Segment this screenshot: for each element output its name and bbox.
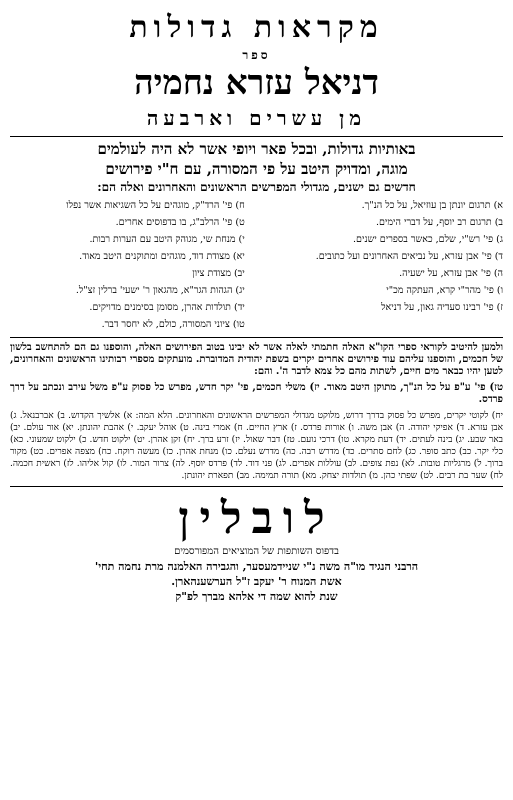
commentary-item: ה) פי' אבן עזרא, על ישעיה. <box>399 268 503 279</box>
publication-year: שנת להוא שמה די אלהא מברך לפ"ק <box>175 590 338 603</box>
commentary-item: א) תרגום יונתן בן עוזיאל, על כל הנ"ך. <box>361 200 503 211</box>
main-title: מקראות גדולות <box>129 10 384 45</box>
commentary-item: יד) תולדות אהרן, מסומן בסימנים מדויקים. <box>89 302 245 313</box>
commentary-item: יא) מצודת דוד, מוגהים ומתוקנים היטב מאוד. <box>79 251 245 262</box>
commentary-item: טו) ציוני המסורה, כולם, לא יחסר דבר. <box>101 319 245 330</box>
divider <box>10 337 503 338</box>
title-page <box>10 8 503 792</box>
additional-commentaries: טז) פי' ע"פ על כל הנ"ך, מתוקן היטב מאוד. יז) משלי חכמים, פי' יקר חדש, מפרש כל פסוק ע"פ משל עירב ונכתב על דרך פרדס. <box>10 382 503 405</box>
description-line-1: באותיות גדולות, ובכל פאר ויופי אשר לא היה לעולמים <box>10 136 503 159</box>
commentary-item: ח) פי' הרד"ק, מוגהים על כל השגיאות אשר נפלו <box>66 200 245 211</box>
subtitle: מן עשרים וארבעה <box>146 106 367 130</box>
imprint-line-1: בדפוס השותפות של המוציאים המפורסמים <box>174 546 339 557</box>
imprint-line-3: אשת המנוח ר' יעקב ז"ל הערשענהארן. <box>171 575 342 588</box>
imprint-line-2: הרבני הנגיד מו"ה משה נ"י שניידמעסער, והגבירה האלמנה מרת נחמה תחי' <box>94 560 419 573</box>
commentary-item: ג) פי' רש"י, שלם, כאשר בספרים ישנים. <box>353 234 503 245</box>
intro-paragraph: ולמען להיטיב לקוראי ספרי הקו"א האלה חתמתי לאלה אשר לא יבינו בטוב הפירושים האלה, והוספנו גם הם להתחשב בלשון של חכמים, והוספנו עליהם עוד פירושים אחרים יקרים בשפת יהודית המדוברת. מועתקים מספרי רבותינו הראשונים והאחרונים, לטען יהיו כבאר מים חיים, לשתות מהם כל צמא לדבר ה'. והם: <box>10 342 503 377</box>
commentary-item: ז) פי' רבינו סעדיה גאון, על דניאל <box>381 302 503 313</box>
commentary-item: ט) פי' הרלב"ג, בו בדפוסים אחרים. <box>115 217 245 228</box>
commentary-item: ד) פי' אבן עזרא, על נביאים האחרונים ועל כתובים. <box>315 251 503 262</box>
commentary-item: יב) מצודת ציון <box>192 268 245 279</box>
likutei-yekarim-paragraph: יח) לקוטי יקרים, מפרש כל פסוק בדרך דרוש, מלוקט מגדולי המפרשים הראשונים והאחרונים. הלא המה: א) אלשיך הקדוש. ב) אברבנאל. ג) אבן עזרא. ד) אפיקי יהודה. ה) אבן משה. ו) אורות פרדס. ז) ארץ החיים. ח) אמרי בינה. ט) אוהל יעקב. י) אהבת יהונתן. יא) אור עולם. יב) באר שבע. יג) בינה לעתים. יד) דעת מקרא. טו) דרכי נועם. טז) דבר שאול. יז) זרע ברך. יח) זקן אהרן. יט) ילקוט חדש. כ) ילקוט שמעוני. כא) כלי יקר. כב) כתב סופר. כג) לחם סתרים. כד) מדרש רבה. כה) מדרש נעלם. כו) מנחת אהרן. כז) מעשה רוקח. כח) מצפה אפרים. כט) מקור ברוך. ל) מרגליות טובות. לא) נפת צופים. לב) עוללות אפרים. לג) פני דוד. לד) פרדס יוסף. לה) צרור המור. לו) קול אליהו. לז) ראשית חכמה. לח) שער בת רבים. לט) שפתי כהן. מ) תולדות יצחק. מא) תורה תמימה. מב) תפארת יהונתן. <box>10 411 504 481</box>
description-line-2: מוגה, ומדויק היטב על פי המסורה, עם ח"י פירושים <box>105 160 408 178</box>
commentary-item: יג) הגהות הגר"א, מהגאון ר' ישעי' ברלין זצ"ל. <box>75 285 245 296</box>
place-of-printing: לובלין <box>178 493 335 544</box>
commentary-item: י) מנחת שי, מגוהק היטב עם הערות רבות. <box>89 234 245 245</box>
commentaries-list <box>10 197 503 333</box>
book-names: דניאל עזרא נחמיה <box>134 63 379 103</box>
commentary-item: ב) תרגום רב יוסף, על דברי הימים. <box>375 217 503 228</box>
divider <box>10 486 503 487</box>
description-line-3: חדשים גם ישנים, מגדולי המפרשים הראשונים והאחרונים ואלה הם: <box>97 180 416 194</box>
commentaries-right-column <box>245 197 503 333</box>
commentaries-left-column <box>10 197 245 333</box>
sefer-label: ספר <box>242 48 271 62</box>
commentary-item: ו) פי' מהר"י קרא, העתקה מכ"י <box>386 285 503 296</box>
